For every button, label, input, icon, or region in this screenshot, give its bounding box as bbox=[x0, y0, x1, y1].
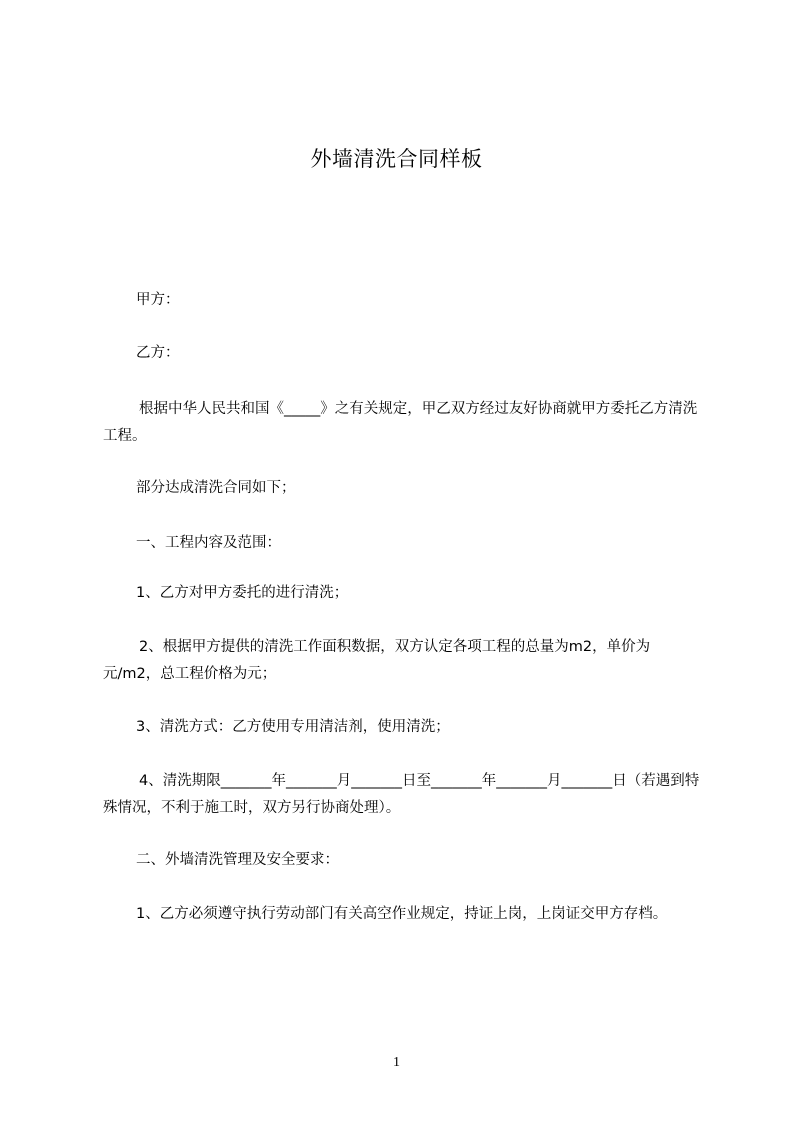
page-number: 1 bbox=[393, 1055, 400, 1070]
clause-1-3: 3、清洗方式：乙方使用专用清洁剂，使用清洗； bbox=[136, 719, 450, 735]
clause-1-1: 1、乙方对甲方委托的进行清洗； bbox=[136, 585, 349, 601]
clause-2-1: 1、乙方必须遵守执行劳动部门有关高空作业规定，持证上岗，上岗证交甲方存档。 bbox=[136, 906, 668, 922]
agreement-line: 部分达成清洗合同如下； bbox=[136, 480, 296, 496]
party-b-line: 乙方： bbox=[136, 345, 180, 361]
section-heading-1: 一、工程内容及范围： bbox=[136, 535, 281, 551]
document-title: 外墙清洗合同样板 bbox=[310, 147, 483, 171]
intro-paragraph: 根据中华人民共和国《_____》之有关规定，甲乙双方经过友好协商就甲方委托乙方清洗工程。 bbox=[103, 401, 698, 444]
party-a-line: 甲方： bbox=[136, 292, 180, 308]
clause-1-4: 4、清洗期限_______年_______月_______日至_______年_______月_______日（若遇到特殊情况，不利于施工时，双方另行协商处理）。 bbox=[103, 773, 700, 816]
section-heading-2: 二、外墙清洗管理及安全要求： bbox=[136, 852, 339, 868]
clause-1-2: 2、根据甲方提供的清洗工作面积数据，双方认定各项工程的总量为m2，单价为元/m2，总工程价格为元； bbox=[103, 639, 651, 682]
